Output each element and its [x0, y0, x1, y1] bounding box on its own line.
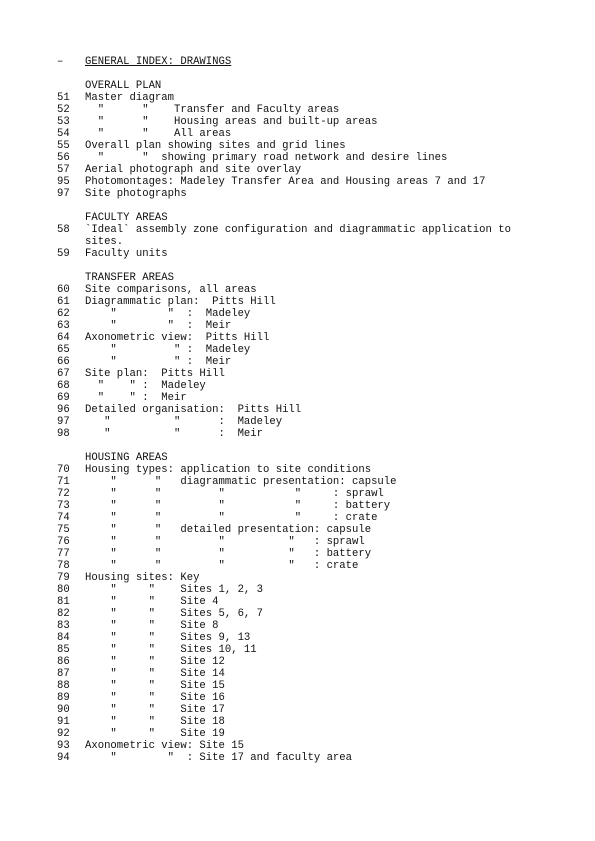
section-heading: OVERALL PLAN [85, 80, 162, 92]
index-entry [0, 740, 595, 752]
entry-text: ″ ″ Sites 1, 2, 3 [85, 584, 264, 596]
entry-number: 93 [57, 740, 70, 752]
index-entry [0, 140, 595, 152]
entry-number: 70 [57, 464, 70, 476]
entry-text: ″ ″ ″ ″ : battery [85, 548, 372, 560]
entry-text: Detailed organisation: Pitts Hill [85, 404, 302, 416]
section-heading-line [0, 212, 595, 224]
entry-text: Faculty units [85, 248, 168, 260]
entry-text: ″ ″ Sites 5, 6, 7 [85, 608, 264, 620]
section-heading: FACULTY AREAS [85, 212, 168, 224]
section-heading: HOUSING AREAS [85, 452, 168, 464]
entry-text: `Ideal` assembly zone configuration and diagrammatic application to [85, 224, 511, 236]
entry-text: Housing sites: Key [85, 572, 200, 584]
entry-number: 96 [57, 404, 70, 416]
entry-text: ″ ″ : Meir [85, 320, 232, 332]
entry-number: 90 [57, 704, 70, 716]
entry-text: Overall plan showing sites and grid lines [85, 140, 346, 152]
entry-text: ″ ″ : Madeley [85, 344, 251, 356]
entry-text: ″ ″ Site 4 [85, 596, 219, 608]
index-entry [0, 464, 595, 476]
section-heading: TRANSFER AREAS [85, 272, 175, 284]
index-entry [0, 356, 595, 368]
entry-text: ″ ″ : Site 17 and faculty area [85, 752, 353, 764]
index-entry [0, 548, 595, 560]
entry-text: ″ ″ Transfer and Faculty areas [85, 104, 340, 116]
entry-text: ″ ″ : Meir [85, 428, 264, 440]
index-entry [0, 728, 595, 740]
index-entry [0, 248, 595, 260]
entry-number: 53 [57, 116, 70, 128]
entry-number: 79 [57, 572, 70, 584]
entry-text: Axonometric view: Pitts Hill [85, 332, 270, 344]
title-dash: – [57, 56, 64, 68]
index-entry [0, 704, 595, 716]
entry-number: 76 [57, 536, 70, 548]
entry-number: 72 [57, 488, 70, 500]
index-entry [0, 332, 595, 344]
entry-text: ″ ″ Site 8 [85, 620, 219, 632]
entry-number: 94 [57, 752, 70, 764]
index-entry [0, 416, 595, 428]
entry-number: 85 [57, 644, 70, 656]
index-entry [0, 308, 595, 320]
entry-text: ″ ″ Sites 9, 13 [85, 632, 251, 644]
entry-number: 88 [57, 680, 70, 692]
index-entry [0, 176, 595, 188]
entry-number: 73 [57, 500, 70, 512]
index-entry [0, 284, 595, 296]
entry-number: 83 [57, 620, 70, 632]
index-entry [0, 164, 595, 176]
entry-number: 52 [57, 104, 70, 116]
entry-text: ″ ″ ″ ″ : crate [85, 512, 378, 524]
entry-number: 97 [57, 188, 70, 200]
entry-number: 65 [57, 344, 70, 356]
entry-number: 69 [57, 392, 70, 404]
index-entry [0, 116, 595, 128]
entry-number: 61 [57, 296, 70, 308]
entry-number: 98 [57, 428, 70, 440]
section-heading-line [0, 80, 595, 92]
entry-text: Photomontages: Madeley Transfer Area and Housing areas 7 and 17 [85, 176, 486, 188]
title-line [0, 56, 595, 68]
entry-number: 64 [57, 332, 70, 344]
entry-number: 71 [57, 476, 70, 488]
entry-number: 54 [57, 128, 70, 140]
entry-text: ″ ″ Housing areas and built-up areas [85, 116, 378, 128]
section-heading-line [0, 452, 595, 464]
entry-text: ″ ″ Site 14 [85, 668, 225, 680]
entry-number: 55 [57, 140, 70, 152]
index-entry [0, 392, 595, 404]
entry-number: 82 [57, 608, 70, 620]
index-entry [0, 716, 595, 728]
entry-text: ″ ″ : Meir [85, 392, 187, 404]
section-heading-line [0, 272, 595, 284]
index-entry [0, 536, 595, 548]
entry-number: 77 [57, 548, 70, 560]
entry-text: ″ ″ Site 16 [85, 692, 225, 704]
entry-text: ″ ″ : Madeley [85, 416, 283, 428]
entry-number: 58 [57, 224, 70, 236]
index-entry [0, 596, 595, 608]
entry-text: ″ ″ diagrammatic presentation: capsule [85, 476, 397, 488]
entry-text: Site plan: Pitts Hill [85, 368, 225, 380]
entry-number: 81 [57, 596, 70, 608]
index-title: GENERAL INDEX: DRAWINGS [85, 56, 232, 68]
index-entry [0, 524, 595, 536]
entry-text: ″ ″ : Madeley [85, 380, 206, 392]
entry-number: 91 [57, 716, 70, 728]
entry-number: 74 [57, 512, 70, 524]
index-entry [0, 476, 595, 488]
entry-text: ″ ″ ″ ″ : sprawl [85, 536, 365, 548]
entry-text: ″ ″ Site 19 [85, 728, 225, 740]
entry-number: 51 [57, 92, 70, 104]
entry-text: ″ ″ showing primary road network and desire lines [85, 152, 448, 164]
entry-number: 78 [57, 560, 70, 572]
entry-text: ″ ″ : Madeley [85, 308, 251, 320]
index-entry [0, 344, 595, 356]
index-entry [0, 752, 595, 764]
entry-text: ″ ″ ″ ″ : sprawl [85, 488, 384, 500]
entry-text: ″ ″ ″ ″ : crate [85, 560, 359, 572]
entry-text: ″ ″ : Meir [85, 356, 232, 368]
index-entry [0, 428, 595, 440]
index-entry [0, 128, 595, 140]
entry-text: sites. [85, 236, 124, 248]
entry-text: ″ ″ Sites 10, 11 [85, 644, 257, 656]
index-entry [0, 104, 595, 116]
entry-text: Diagrammatic plan: Pitts Hill [85, 296, 276, 308]
entry-number: 68 [57, 380, 70, 392]
index-entry [0, 680, 595, 692]
entry-number: 57 [57, 164, 70, 176]
entry-number: 80 [57, 584, 70, 596]
entry-number: 59 [57, 248, 70, 260]
index-entry [0, 500, 595, 512]
entry-text: Axonometric view: Site 15 [85, 740, 244, 752]
entry-number: 63 [57, 320, 70, 332]
entry-number: 92 [57, 728, 70, 740]
entry-number: 75 [57, 524, 70, 536]
index-entry [0, 368, 595, 380]
index-entry [0, 632, 595, 644]
index-entry [0, 656, 595, 668]
entry-number: 97 [57, 416, 70, 428]
index-entry [0, 488, 595, 500]
index-entry [0, 584, 595, 596]
entry-number: 67 [57, 368, 70, 380]
index-entry [0, 572, 595, 584]
entry-text: ″ ″ Site 17 [85, 704, 225, 716]
index-entry [0, 320, 595, 332]
entry-number: 60 [57, 284, 70, 296]
entry-text: ″ ″ All areas [85, 128, 232, 140]
entry-text: ″ ″ ″ ″ : battery [85, 500, 391, 512]
entry-text: Site comparisons, all areas [85, 284, 257, 296]
entry-number: 84 [57, 632, 70, 644]
entry-number: 89 [57, 692, 70, 704]
entry-text: Housing types: application to site conditions [85, 464, 372, 476]
entry-text: ″ ″ Site 15 [85, 680, 225, 692]
index-entry [0, 668, 595, 680]
entry-text: Aerial photograph and site overlay [85, 164, 302, 176]
index-entry [0, 188, 595, 200]
index-entry [0, 560, 595, 572]
index-entry [0, 92, 595, 104]
index-entry [0, 608, 595, 620]
index-entry [0, 380, 595, 392]
entry-number: 62 [57, 308, 70, 320]
index-entry [0, 236, 595, 248]
entry-text: ″ ″ detailed presentation: capsule [85, 524, 372, 536]
entry-number: 86 [57, 656, 70, 668]
entry-text: ″ ″ Site 12 [85, 656, 225, 668]
entry-number: 87 [57, 668, 70, 680]
index-entry [0, 296, 595, 308]
entry-number: 56 [57, 152, 70, 164]
index-entry [0, 692, 595, 704]
index-entry [0, 224, 595, 236]
index-entry [0, 404, 595, 416]
entry-text: Master diagram [85, 92, 175, 104]
entry-text: ″ ″ Site 18 [85, 716, 225, 728]
index-entry [0, 152, 595, 164]
entry-text: Site photographs [85, 188, 187, 200]
index-entry [0, 644, 595, 656]
index-entry [0, 620, 595, 632]
entry-number: 66 [57, 356, 70, 368]
index-entry [0, 512, 595, 524]
entry-number: 95 [57, 176, 70, 188]
